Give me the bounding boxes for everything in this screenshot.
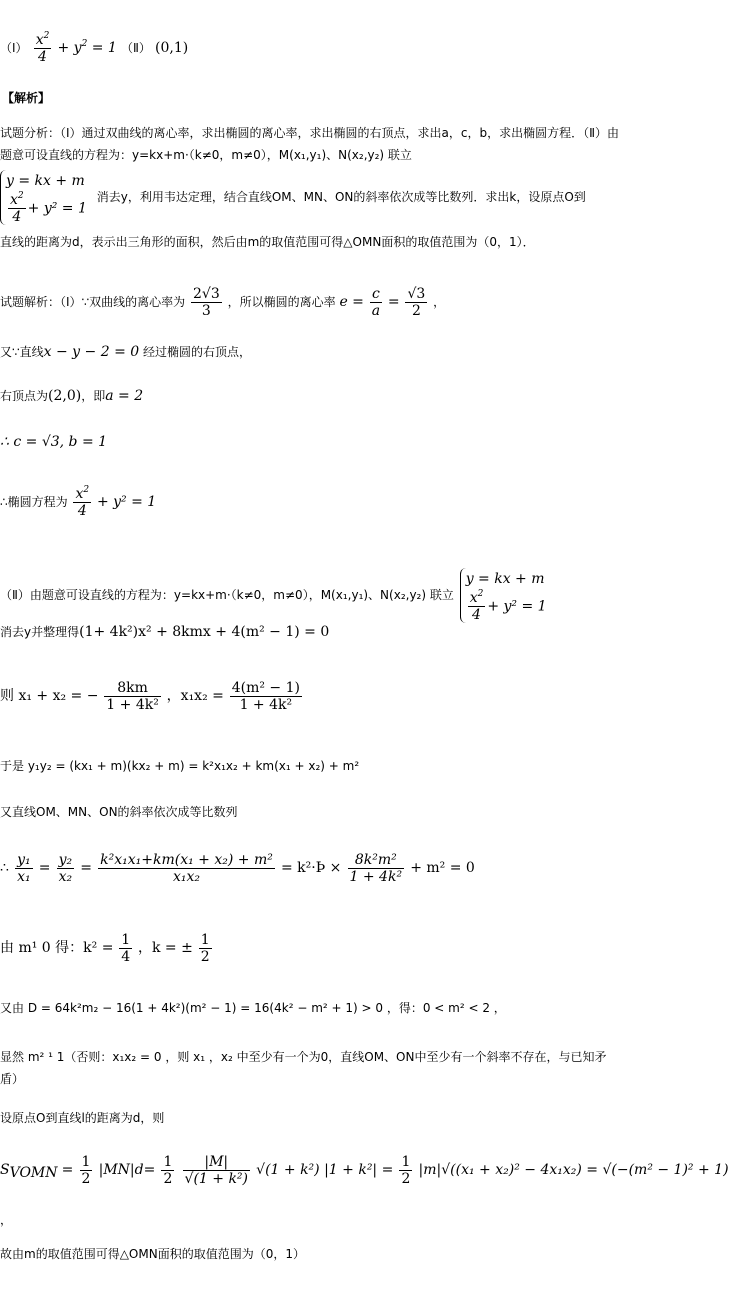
- ellipse-ecc-fraction: $\frac{√3}{2}$: [407, 286, 426, 319]
- analysis-line1: 试题分析：（Ⅰ）通过双曲线的离心率，求出椭圆的离心率，求出椭圆的右顶点，求出a，c，b，求出椭圆方程．（Ⅱ）由题意可设直线的方程为：y=kx+m·（k≠0，m≠0），M(x₁,y₁)、N(x₂,y₂) 联立: [0, 126, 620, 162]
- system-bottom: + y² = 1: [27, 200, 87, 217]
- answer-part1-label: （Ⅰ）: [0, 41, 28, 55]
- vieta-line: 则 x₁ + x₂ = − $\frac{8km}{\text{1 + 4k²}}$ ，x₁x₂ = $\frac{\text{4(m² − 1)}}{\text{1 + 4k²}}$: [0, 680, 300, 713]
- analysis-system-line: [0, 170, 630, 225]
- answer-line: [0, 32, 630, 65]
- answer-range: (0,1): [155, 40, 189, 56]
- answer-ellipse-fraction: $\frac{x^2}{4}$: [35, 31, 50, 65]
- k-value-line: 由 m¹ 0 得：k² = $\frac{1}{4}$ ，k = ± $\frac{1}{2}$: [0, 932, 210, 965]
- analysis-heading: 【解析】: [2, 91, 51, 105]
- answer-part2-label: （Ⅱ）: [120, 41, 151, 55]
- solution-line-ecc: 试题解析：（Ⅰ）∵双曲线的离心率为 $\frac{2√3}{3}$ ，所以椭圆的离心率 e = $\frac{c}{a}$ = $\frac{√3}{2}$ ，: [0, 286, 446, 319]
- ratio-line: ∴ $\frac{\text{y₁}}{\text{x₁}}$ = $\frac{\text{y₂}}{\text{x₂}}$ = $\frac{\text{k²x₁x₁+km(x₁ + x₂) + m²}}{\text{x₁x₂}}$ = k²·Þ × $\frac{\text{8k²m²}}{\text{1 + 4k²}}$ + m² = 0: [0, 852, 475, 885]
- geometric-sequence-line: 又直线OM、MN、ON的斜率依次成等比数列: [0, 805, 238, 819]
- answer-ellipse-rest: + $y^2 = 1$: [57, 39, 117, 56]
- ellipse-equation: ∴椭圆方程为 $\frac{x^2}{4}$ + y² = 1: [0, 485, 157, 519]
- eliminate-line: 消去y并整理得(1+ 4k²)x² + 8kmx + 4(m² − 1) = 0: [0, 624, 330, 640]
- y1y2-line: 于是 y₁y₂ = (kx₁ + m)(kx₂ + m) = k²x₁x₂ + km(x₁ + x₂) + m²: [0, 759, 360, 773]
- final-conclusion: 故由m的取值范围可得△OMN面积的取值范围为（0，1）: [0, 1247, 305, 1261]
- hyperbola-ecc-fraction: $\frac{2√3}{3}$: [193, 286, 220, 319]
- c-b-values: ∴ c = √3, b = 1: [0, 434, 108, 450]
- part2-setup: （Ⅱ）由题意可设直线的方程为：y=kx+m·（k≠0，m≠0），M(x₁,y₁)、N(x₂,y₂) 联立 y = kx + m $\frac{x^2}{4}$ + y² = 1: [0, 568, 630, 623]
- area-comma: ，: [0, 1213, 13, 1227]
- vertex-line: 右顶点为(2,0)，即a = 2: [0, 388, 144, 404]
- distance-line: 设原点O到直线l的距离为d，则: [0, 1111, 165, 1125]
- analysis-line3: 直线的距离为d，表示出三角形的面积，然后由m的取值范围可得△OMN面积的取值范围为（0，1）．: [0, 235, 535, 249]
- c-over-a-fraction: $\frac{c}{a}$: [371, 286, 381, 319]
- analysis-line2: 消去y，利用韦达定理，结合直线OM、MN、ON的斜率依次成等比数列．求出k，设原点O到: [96, 190, 586, 204]
- delta-line: 又由 D = 64k²m₂ − 16(1 + 4k²)(m² − 1) = 16(4k² − m² + 1) > 0 ，得：0 < m² < 2 ，: [0, 1001, 506, 1015]
- line-through-vertex: 又∵直线x − y − 2 = 0 经过椭圆的右顶点，: [0, 344, 251, 360]
- system-top: y = kx + m: [6, 173, 85, 189]
- part2-system: y = kx + m $\frac{x^2}{4}$ + y² = 1: [460, 568, 547, 623]
- system-brace: y = kx + m $\frac{x^2}{4}$ + y² = 1: [0, 170, 87, 225]
- obvious-line: 显然 m² ¹ 1（否则：x₁x₂ = 0 ，则 x₁ ，x₂ 中至少有一个为0，直线OM、ON中至少有一个斜率不存在，与已知矛盾）: [0, 1050, 607, 1086]
- area-line: $S_{VOMN}$ = $\frac{1}{2}$ |MN|d= $\frac{1}{2}$ $\frac{|M|}{\text{√(1 + k²)}}$ √(1 + k²) |1 + k²| = $\frac{1}{2}$ |m|√((x₁ + x₂)² − 4x₁x₂) = √(−(m² − 1)² + 1): [0, 1154, 729, 1187]
